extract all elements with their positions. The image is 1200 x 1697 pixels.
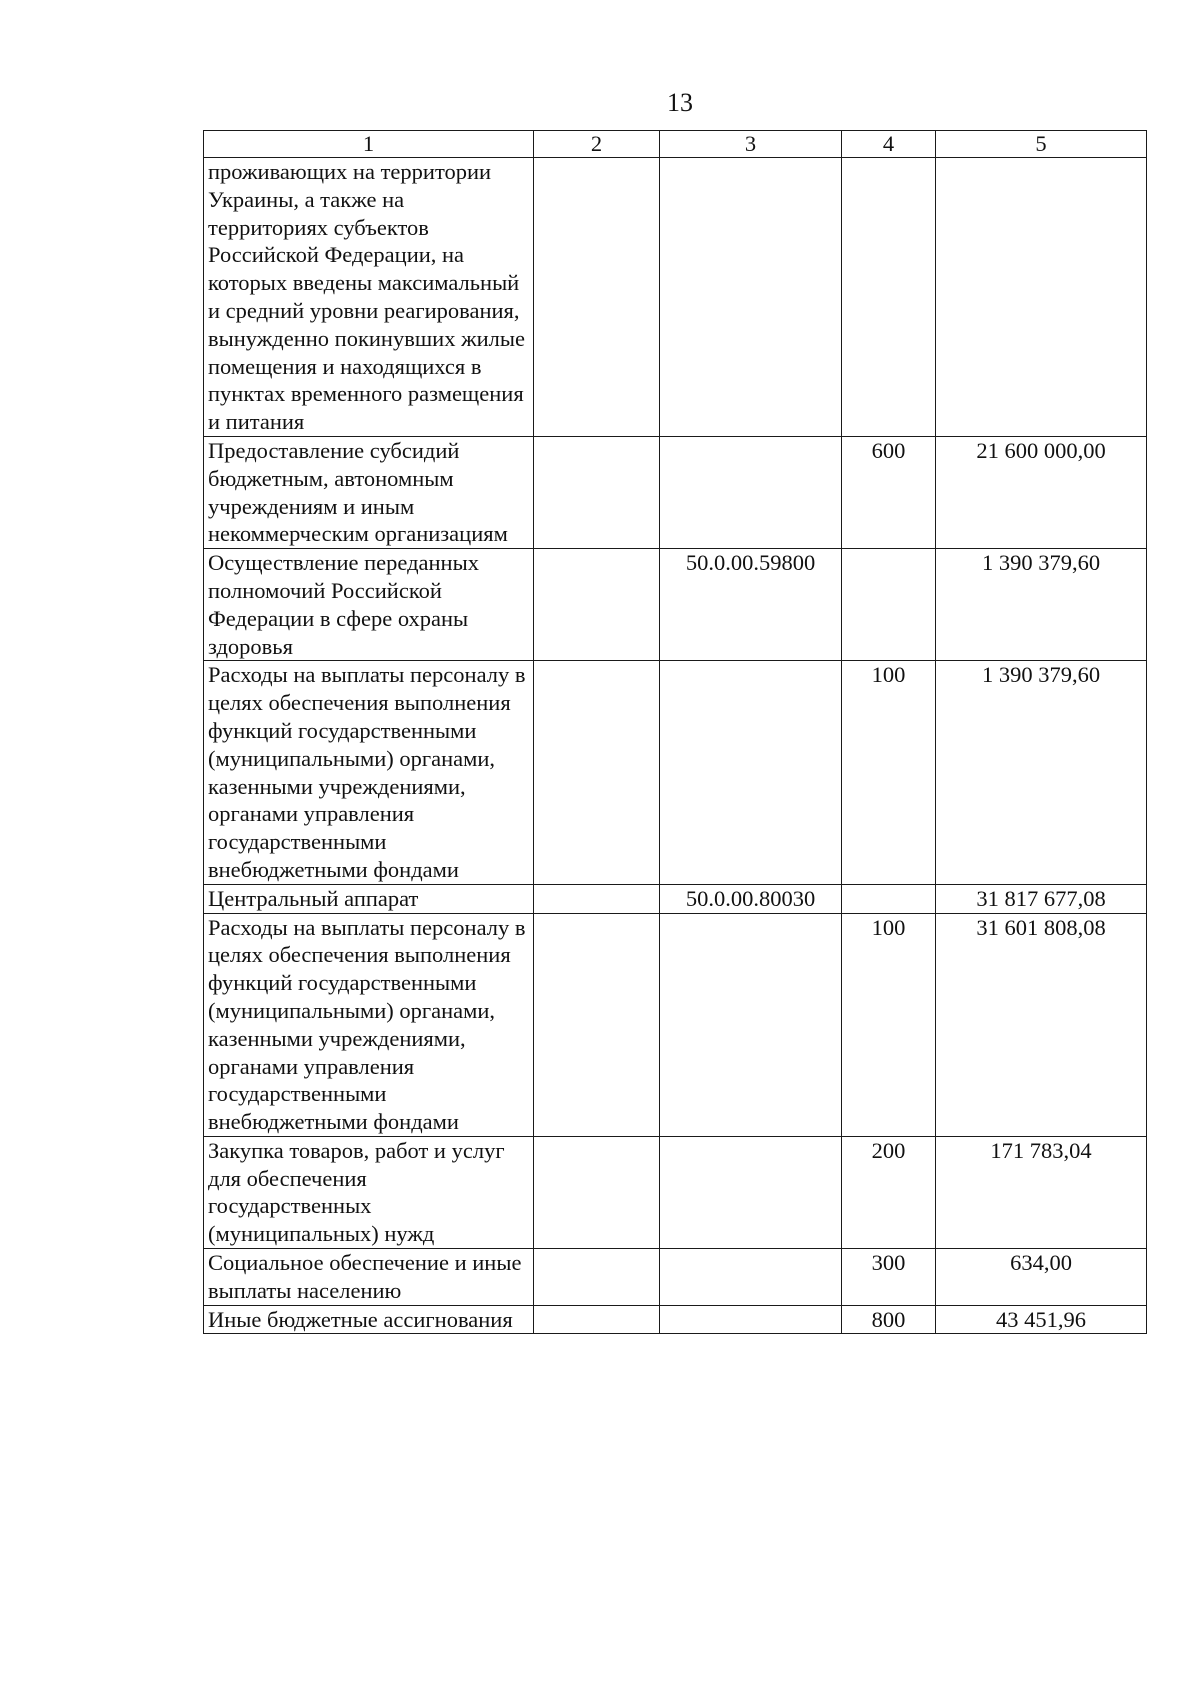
expense-name-cell: Расходы на выплаты персоналу в целях обеспечения выполнения функций государственными (муниципальными) органами, казенными учреждениями, органами управления государственными внебюджетными фондами (204, 661, 534, 884)
expense-name-cell: Осуществление переданных полномочий Российской Федерации в сфере охраны здоровья (204, 549, 534, 661)
expense-type-cell: 100 (842, 913, 936, 1136)
expense-type-cell (842, 549, 936, 661)
target-article-cell (660, 436, 842, 548)
target-article-cell (660, 1249, 842, 1306)
column-header: 5 (936, 131, 1147, 158)
expense-type-cell: 200 (842, 1136, 936, 1248)
amount-cell (936, 158, 1147, 437)
table-row (204, 436, 1147, 548)
expense-type-cell: 800 (842, 1305, 936, 1334)
section-code-cell (534, 549, 660, 661)
expense-type-cell (842, 884, 936, 913)
amount-cell: 31 601 808,08 (936, 913, 1147, 1136)
target-article-cell: 50.0.00.59800 (660, 549, 842, 661)
expense-type-cell: 300 (842, 1249, 936, 1306)
page-number: 13 (667, 88, 693, 117)
table-row (204, 549, 1147, 661)
expense-name-cell: Предоставление субсидий бюджетным, автономным учреждениям и иным некоммерческим организациям (204, 436, 534, 548)
expense-type-cell: 600 (842, 436, 936, 548)
section-code-cell (534, 913, 660, 1136)
expense-type-cell: 100 (842, 661, 936, 884)
table-row (204, 158, 1147, 437)
expense-name-cell: Закупка товаров, работ и услуг для обеспечения государственных (муниципальных) нужд (204, 1136, 534, 1248)
section-code-cell (534, 1249, 660, 1306)
header-row (204, 131, 1147, 158)
expense-type-cell (842, 158, 936, 437)
column-header: 4 (842, 131, 936, 158)
expense-name-cell: проживающих на территории Украины, а также на территориях субъектов Российской Федерации, на которых введены максимальный и средний уровни реагирования, вынужденно покинувших жилые помещения и находящихся в пунктах временного размещения и питания (204, 158, 534, 437)
target-article-cell (660, 1305, 842, 1334)
amount-cell: 1 390 379,60 (936, 549, 1147, 661)
section-code-cell (534, 158, 660, 437)
expense-name-cell: Социальное обеспечение и иные выплаты населению (204, 1249, 534, 1306)
table-row (204, 1305, 1147, 1334)
target-article-cell (660, 661, 842, 884)
amount-cell: 31 817 677,08 (936, 884, 1147, 913)
section-code-cell (534, 884, 660, 913)
table-row (204, 913, 1147, 1136)
table-row (204, 1136, 1147, 1248)
column-header: 2 (534, 131, 660, 158)
expense-name-cell: Иные бюджетные ассигнования (204, 1305, 534, 1334)
section-code-cell (534, 661, 660, 884)
amount-cell: 43 451,96 (936, 1305, 1147, 1334)
amount-cell: 634,00 (936, 1249, 1147, 1306)
expense-name-cell: Центральный аппарат (204, 884, 534, 913)
section-code-cell (534, 436, 660, 548)
section-code-cell (534, 1305, 660, 1334)
table-row (204, 884, 1147, 913)
column-header: 3 (660, 131, 842, 158)
column-header: 1 (204, 131, 534, 158)
target-article-cell (660, 1136, 842, 1248)
amount-cell: 21 600 000,00 (936, 436, 1147, 548)
expense-name-cell: Расходы на выплаты персоналу в целях обеспечения выполнения функций государственными (муниципальными) органами, казенными учреждениями, органами управления государственными внебюджетными фондами (204, 913, 534, 1136)
table-row (204, 1249, 1147, 1306)
table-row (204, 661, 1147, 884)
target-article-cell (660, 913, 842, 1136)
amount-cell: 1 390 379,60 (936, 661, 1147, 884)
amount-cell: 171 783,04 (936, 1136, 1147, 1248)
target-article-cell: 50.0.00.80030 (660, 884, 842, 913)
section-code-cell (534, 1136, 660, 1248)
budget-table (203, 130, 1147, 1334)
target-article-cell (660, 158, 842, 437)
